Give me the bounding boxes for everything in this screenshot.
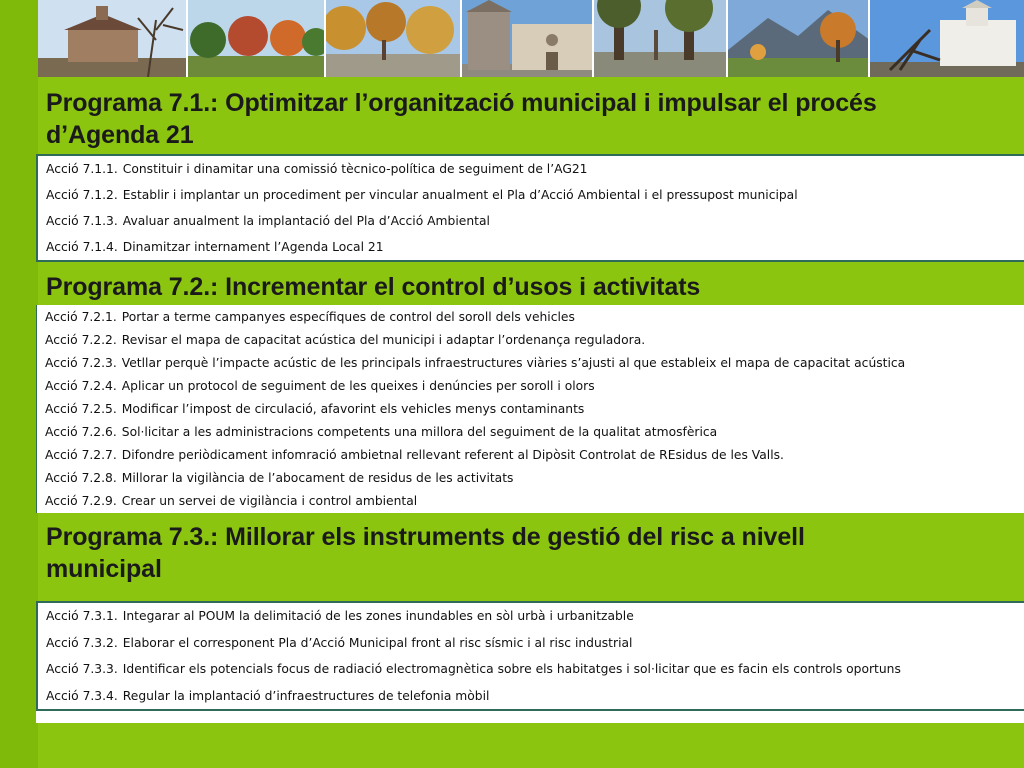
bottom-white-band bbox=[36, 711, 1024, 723]
action-code: Acció 7.2.9. bbox=[45, 494, 117, 509]
action-row bbox=[45, 328, 1016, 351]
program-7-3-title-line1: Programa 7.3.: Millorar els instruments de gestió del risc a nivell bbox=[46, 523, 805, 551]
action-code: Acció 7.1.2. bbox=[46, 188, 118, 202]
program-7-1-title bbox=[46, 87, 877, 151]
action-text: Portar a terme campanyes específiques de control del soroll dels vehicles bbox=[121, 309, 575, 324]
action-text: Aplicar un protocol de seguiment de les queixes i denúncies per soroll i olors bbox=[121, 378, 595, 393]
action-text: Vetllar perquè l’impacte acústic de les principals infraestructures viàries s’ajusti al que estableix el mapa de capacitat acústica bbox=[121, 355, 906, 370]
action-code: Acció 7.2.7. bbox=[45, 448, 117, 463]
action-code: Acció 7.2.1. bbox=[45, 309, 117, 324]
action-text: Revisar el mapa de capacitat acústica del municipi i adaptar l’ordenança reguladora. bbox=[121, 332, 646, 347]
action-text: Avaluar anualment la implantació del Pla d’Acció Ambiental bbox=[122, 214, 490, 228]
program-7-3-title-line2: municipal bbox=[46, 555, 162, 583]
action-code: Acció 7.3.3. bbox=[46, 662, 118, 677]
action-row bbox=[46, 182, 1016, 208]
park-trees-photo bbox=[188, 0, 326, 77]
action-text: Establir i implantar un procediment per vincular anualment el Pla d’Acció Ambiental i el pressupost municipal bbox=[122, 188, 798, 202]
program-7-2-actions bbox=[36, 305, 1024, 513]
action-row bbox=[46, 630, 1016, 657]
action-row bbox=[46, 683, 1016, 710]
action-code: Acció 7.3.2. bbox=[46, 635, 118, 650]
action-code: Acció 7.1.4. bbox=[46, 240, 118, 254]
program-7-1-title-line1: Programa 7.1.: Optimitzar l’organització municipal i impulsar el procés bbox=[46, 89, 877, 117]
action-code: Acció 7.2.2. bbox=[45, 332, 117, 347]
action-code: Acció 7.1.1. bbox=[46, 162, 118, 176]
action-text: Modificar l’impost de circulació, afavorint els vehicles menys contaminants bbox=[121, 401, 585, 416]
action-row bbox=[45, 305, 1016, 328]
action-row bbox=[45, 490, 1016, 513]
action-code: Acció 7.2.8. bbox=[45, 471, 117, 486]
action-row bbox=[45, 467, 1016, 490]
action-text: Identificar els potencials focus de radiació electromagnètica sobre els habitatges i sol·licitar que es facin els controls oportuns bbox=[122, 662, 901, 677]
photo-banner bbox=[38, 0, 1024, 77]
action-code: Acció 7.2.5. bbox=[45, 401, 117, 416]
action-row bbox=[46, 234, 1016, 260]
action-row bbox=[45, 374, 1016, 397]
action-row bbox=[45, 421, 1016, 444]
action-row bbox=[46, 603, 1016, 630]
action-row bbox=[46, 156, 1016, 182]
action-text: Regular la implantació d’infraestructures de telefonia mòbil bbox=[122, 688, 490, 703]
action-row bbox=[46, 208, 1016, 234]
action-code: Acció 7.1.3. bbox=[46, 214, 118, 228]
action-text: Difondre periòdicament infomració ambietnal rellevant referent al Dipòsit Controlat de REsidus de les Valls. bbox=[121, 448, 784, 463]
town-hall-photo bbox=[38, 0, 188, 77]
white-church-photo bbox=[870, 0, 1024, 77]
action-code: Acció 7.3.4. bbox=[46, 688, 118, 703]
mountain-view-photo bbox=[728, 0, 870, 77]
action-row bbox=[45, 444, 1016, 467]
action-text: Dinamitzar internament l’Agenda Local 21 bbox=[122, 240, 384, 254]
program-7-3-title bbox=[46, 521, 805, 585]
action-code: Acció 7.3.1. bbox=[46, 609, 118, 624]
action-text: Constituir i dinamitar una comissió tècnico-política de seguiment de l’AG21 bbox=[122, 162, 588, 176]
action-row bbox=[46, 656, 1016, 683]
left-accent-strip bbox=[0, 0, 38, 768]
action-row bbox=[45, 397, 1016, 420]
autumn-square-photo bbox=[326, 0, 462, 77]
program-7-2-title-line1: Programa 7.2.: Incrementar el control d’usos i activitats bbox=[46, 273, 701, 301]
action-text: Crear un servei de vigilància i control ambiental bbox=[121, 494, 418, 509]
action-text: Millorar la vigilància de l’abocament de residus de les activitats bbox=[121, 471, 514, 486]
action-text: Integarar al POUM la delimitació de les zones inundables en sòl urbà i urbanitzable bbox=[122, 609, 634, 624]
action-row bbox=[45, 351, 1016, 374]
program-7-2-title bbox=[46, 271, 700, 303]
action-text: Elaborar el corresponent Pla d’Acció Municipal front al risc sísmic i al risc industrial bbox=[122, 635, 633, 650]
program-7-3-actions bbox=[36, 601, 1024, 711]
action-text: Sol·licitar a les administracions competents una millora del seguiment de la qualitat atmosfèrica bbox=[121, 425, 718, 440]
program-7-1-actions bbox=[36, 154, 1024, 262]
action-code: Acció 7.2.4. bbox=[45, 378, 117, 393]
tree-avenue-photo bbox=[594, 0, 728, 77]
action-code: Acció 7.2.6. bbox=[45, 425, 117, 440]
action-code: Acció 7.2.3. bbox=[45, 355, 117, 370]
program-7-1-title-line2: d’Agenda 21 bbox=[46, 121, 194, 149]
church-photo bbox=[462, 0, 594, 77]
